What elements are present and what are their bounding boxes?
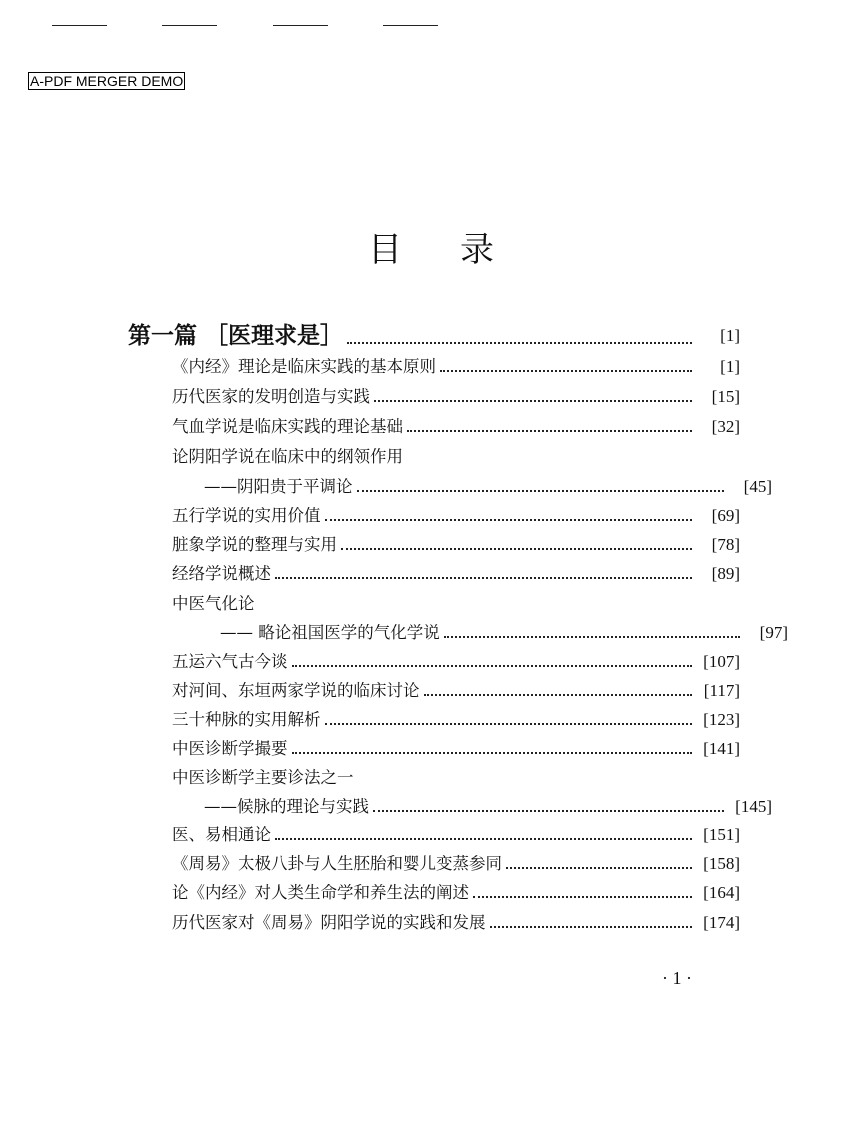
toc-entry[interactable]	[172, 384, 740, 408]
dot-leader	[325, 519, 693, 521]
dot-leader	[506, 867, 692, 869]
dot-leader	[292, 752, 693, 754]
toc-entry[interactable]	[172, 444, 740, 468]
header-rule	[162, 25, 217, 26]
page-ref: [123]	[703, 710, 740, 729]
dot-leader	[275, 838, 692, 840]
toc-entry[interactable]	[172, 532, 740, 556]
page-ref: [145]	[735, 797, 772, 816]
toc-entry[interactable]	[172, 880, 740, 904]
toc-entry[interactable]	[172, 707, 740, 731]
entry-title: ——候脉的理论与实践	[204, 797, 369, 816]
dot-leader	[490, 926, 693, 928]
toc-part-heading[interactable]	[128, 320, 740, 350]
page-ref: [174]	[703, 913, 740, 932]
toc-entry[interactable]	[172, 765, 740, 789]
entry-title: 脏象学说的整理与实用	[172, 535, 337, 554]
header-rule	[273, 25, 328, 26]
toc-entry[interactable]	[172, 620, 788, 644]
entry-title: 《内经》理论是临床实践的基本原则	[172, 357, 436, 376]
dot-leader	[275, 577, 692, 579]
entry-title: 对河间、东垣两家学说的临床讨论	[172, 681, 420, 700]
toc-entry[interactable]	[172, 851, 740, 875]
dot-leader	[292, 665, 693, 667]
page-ref: [1]	[720, 357, 740, 376]
part-label: 第一篇 ［医理求是］	[128, 322, 344, 349]
entry-title: 《周易》太极八卦与人生胚胎和婴儿变蒸参同	[172, 854, 502, 873]
dot-leader	[341, 548, 692, 550]
entry-title: 中医气化论	[172, 594, 255, 613]
entry-title: 经络学说概述	[172, 564, 271, 583]
dot-leader	[407, 430, 692, 432]
toc-entry[interactable]	[172, 591, 740, 615]
toc-entry[interactable]	[172, 736, 740, 760]
toc-entry[interactable]	[172, 649, 740, 673]
entry-title: 医、易相通论	[172, 825, 271, 844]
page-title: 目录	[368, 230, 552, 270]
page-ref: [1]	[720, 326, 740, 345]
entry-title: 五运六气古今谈	[172, 652, 288, 671]
entry-title: 中医诊断学主要诊法之一	[172, 768, 354, 787]
page-ref: [158]	[703, 854, 740, 873]
entry-title: 中医诊断学撮要	[172, 739, 288, 758]
header-rule	[383, 25, 438, 26]
page-ref: [97]	[759, 623, 788, 642]
toc-entry[interactable]	[172, 822, 740, 846]
toc-entry[interactable]	[172, 678, 740, 702]
dot-leader	[347, 342, 692, 344]
page-number: · 1 ·	[662, 968, 692, 988]
page-ref: [117]	[703, 681, 740, 700]
dot-leader	[440, 370, 692, 372]
page-ref: [89]	[711, 564, 740, 583]
page-ref: [141]	[703, 739, 740, 758]
header-rule	[52, 25, 107, 26]
entry-title: 历代医家的发明创造与实践	[172, 387, 370, 406]
entry-title: ——阴阳贵于平调论	[204, 477, 353, 496]
page-ref: [45]	[743, 477, 772, 496]
toc-entry[interactable]	[172, 561, 740, 585]
page-ref: [164]	[703, 883, 740, 902]
page-ref: [69]	[711, 506, 740, 525]
watermark: A-PDF MERGER DEMO	[30, 73, 184, 89]
entry-title: 三十种脉的实用解析	[172, 710, 321, 729]
entry-title: 论阴阳学说在临床中的纲领作用	[172, 447, 403, 466]
toc-entry[interactable]	[172, 794, 772, 818]
page-ref: [15]	[711, 387, 740, 406]
dot-leader	[374, 400, 692, 402]
toc-entry[interactable]	[172, 354, 740, 378]
page-ref: [32]	[711, 417, 740, 436]
toc-entry[interactable]	[172, 414, 740, 438]
entry-title: 论《内经》对人类生命学和养生法的阐述	[172, 883, 469, 902]
dot-leader	[473, 896, 692, 898]
entry-title: 五行学说的实用价值	[172, 506, 321, 525]
toc-entry[interactable]	[172, 503, 740, 527]
dot-leader	[373, 810, 724, 812]
toc-entry[interactable]	[172, 474, 772, 498]
entry-title: 历代医家对《周易》阴阳学说的实践和发展	[172, 913, 486, 932]
dot-leader	[357, 490, 725, 492]
page-ref: [107]	[703, 652, 740, 671]
page-ref: [78]	[711, 535, 740, 554]
dot-leader	[424, 694, 693, 696]
dot-leader	[444, 636, 740, 638]
toc-entry[interactable]	[172, 910, 740, 934]
entry-title: 气血学说是临床实践的理论基础	[172, 417, 403, 436]
page-ref: [151]	[703, 825, 740, 844]
entry-title: —— 略论祖国医学的气化学说	[220, 623, 440, 642]
dot-leader	[325, 723, 693, 725]
